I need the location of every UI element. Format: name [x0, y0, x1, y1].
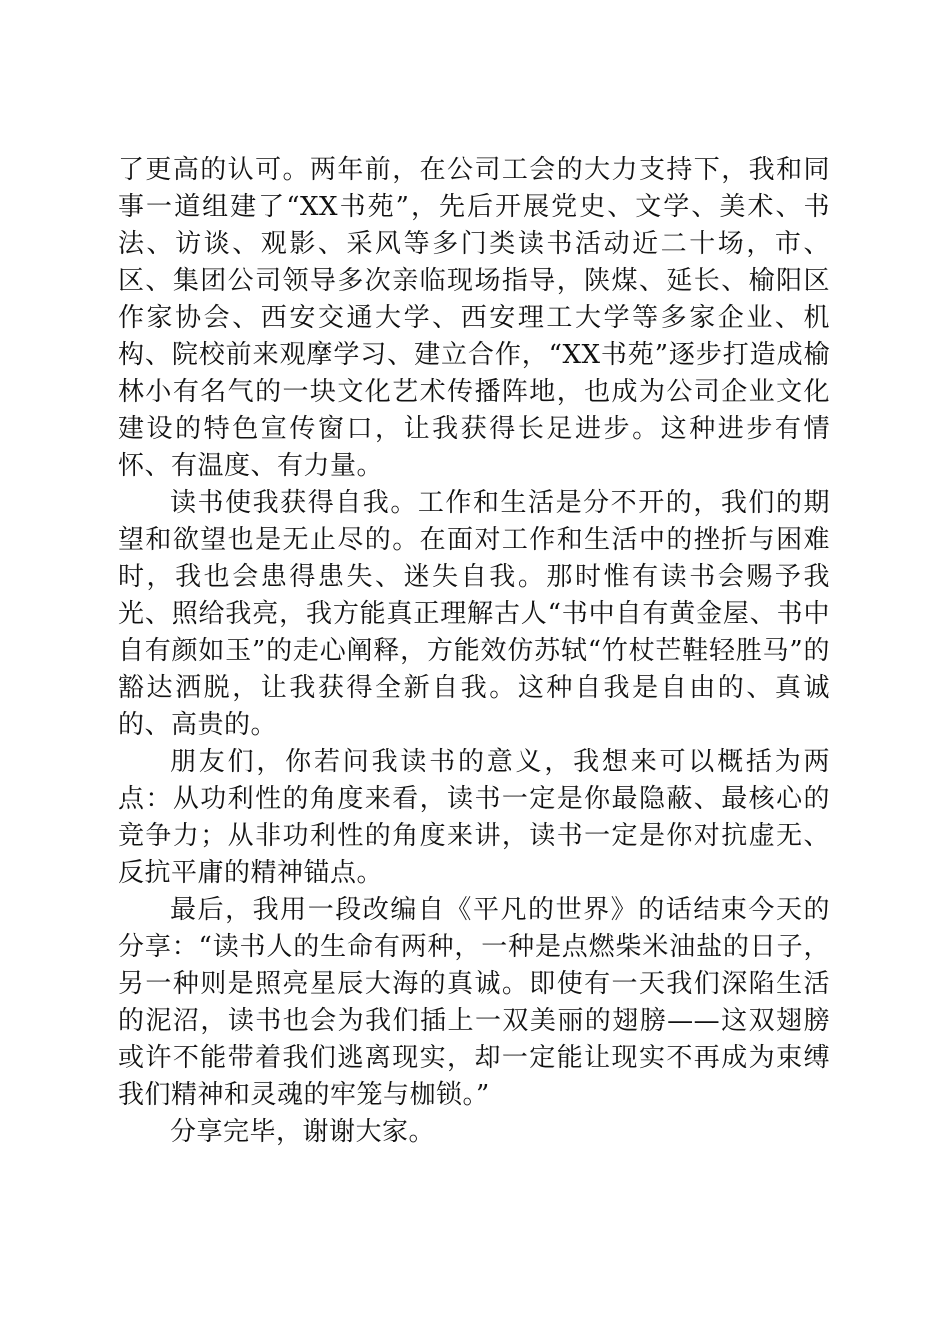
paragraph-finding-self: 读书使我获得自我。工作和生活是分不开的，我们的期望和欲望也是无止尽的。在面对工作和生活中的挫折与困难时，我也会患得患失、迷失自我。那时惟有读书会赐予我光、照给我亮，我方能真正理解古人“书中自有黄金屋、书中自有颜如玉”的走心阐释，方能效仿苏轼“竹杖芒鞋轻胜马”的豁达洒脱，让我获得全新自我。这种自我是自由的、真诚的、高贵的。: [118, 488, 830, 740]
paragraph-recognition: 了更高的认可。两年前，在公司工会的大力支持下，我和同事一道组建了“XX书苑”，先后开展党史、文学、美术、书法、访谈、观影、采风等多门类读书活动近二十场，市、区、集团公司领导多次亲临现场指导，陕煤、延长、榆阳区作家协会、西安交通大学、西安理工大学等多家企业、机构、院校前来观摩学习、建立合作，“XX书苑”逐步打造成榆林小有名气的一块文化艺术传播阵地，也成为公司企业文化建设的特色宣传窗口，让我获得长足进步。这种进步有情怀、有温度、有力量。: [118, 155, 830, 481]
paragraph-closing-quote: 最后，我用一段改编自《平凡的世界》的话结束今天的分享：“读书人的生命有两种，一种是点燃柴米油盐的日子，另一种则是照亮星辰大海的真诚。即使有一天我们深陷生活的泥沼，读书也会为我们插上一双美丽的翅膀——这双翅膀或许不能带着我们逃离现实，却一定能让现实不再成为束缚我们精神和灵魂的牢笼与枷锁。”: [118, 895, 830, 1110]
document-body: [118, 152, 830, 1151]
paragraph-thanks: 分享完毕，谢谢大家。: [170, 1117, 436, 1147]
paragraph-meaning-of-reading: 朋友们，你若问我读书的意义，我想来可以概括为两点：从功利性的角度来看，读书一定是你最隐蔽、最核心的竞争力；从非功利性的角度来讲，读书一定是你对抗虚无、反抗平庸的精神锚点。: [118, 747, 830, 888]
